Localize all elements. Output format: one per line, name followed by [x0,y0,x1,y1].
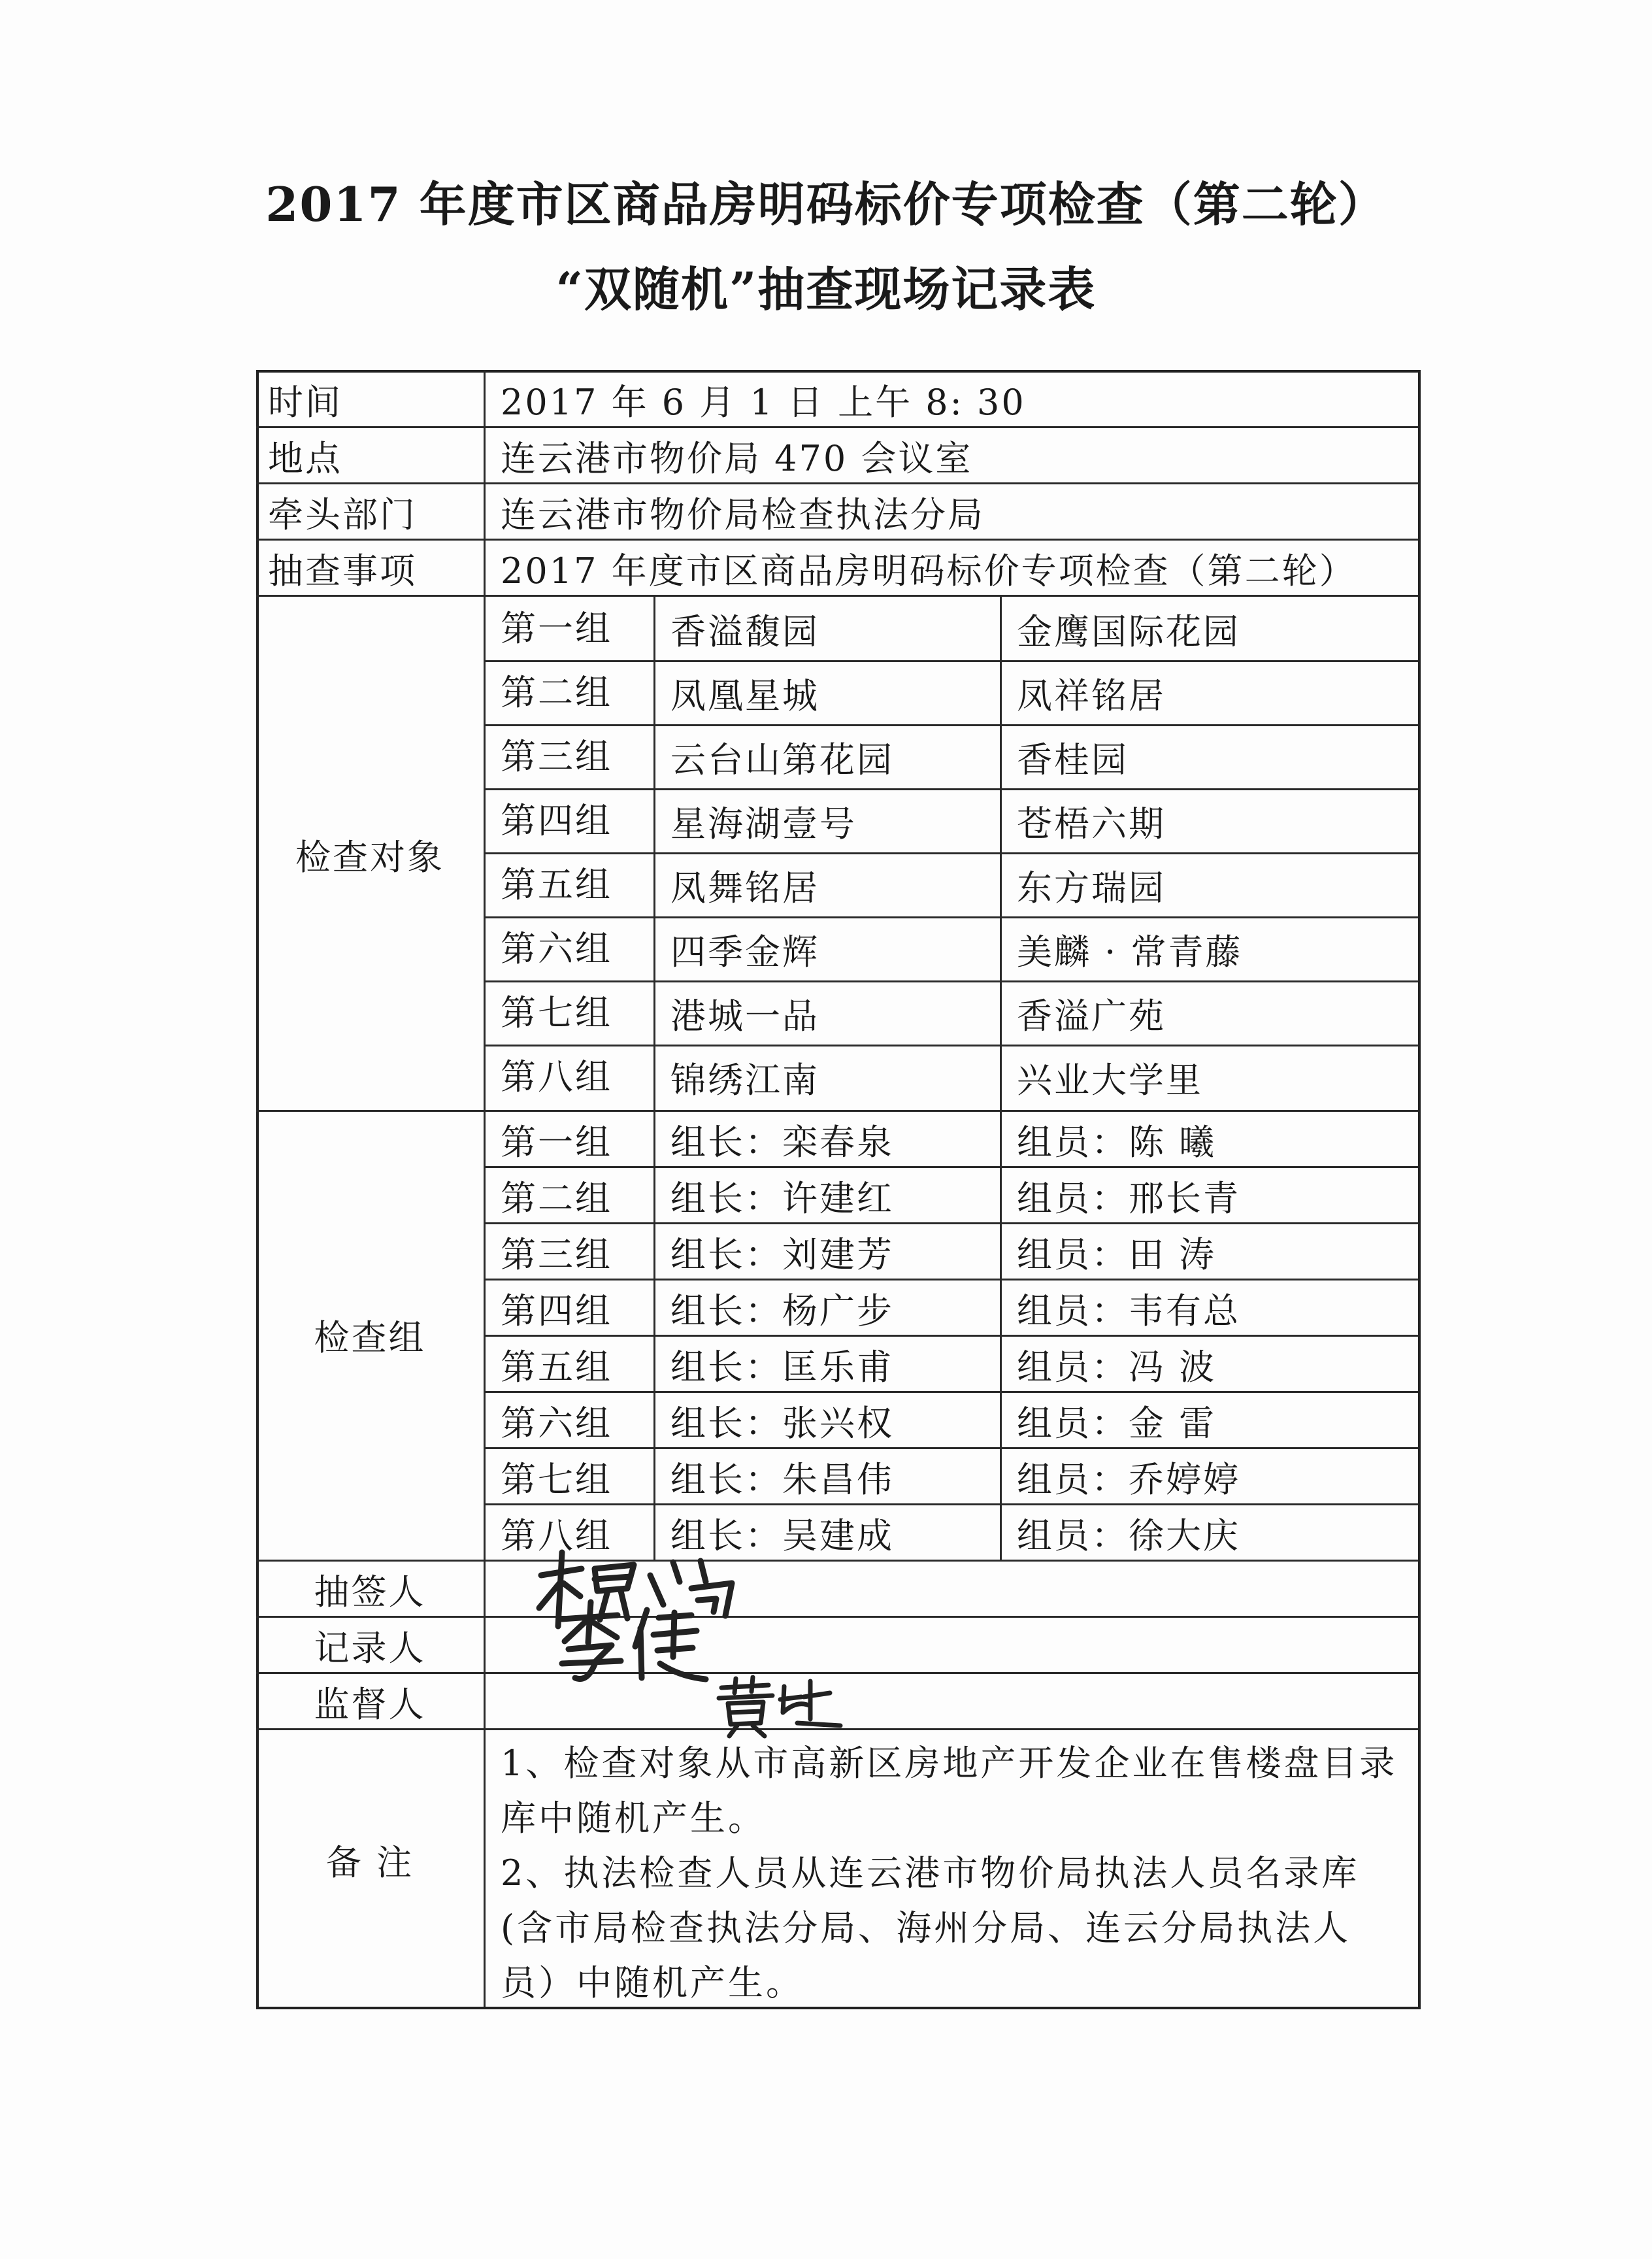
object-a: 凤凰星城 [670,675,819,716]
supervisor-label: 监督人 [314,1684,426,1725]
object-a: 香溢馥园 [670,611,819,652]
object-group: 第五组 [501,864,612,905]
object-group: 第四组 [501,800,612,841]
object-group: 第七组 [501,992,612,1033]
object-a: 四季金辉 [670,931,819,973]
row-divider [256,1616,1418,1618]
row-divider [484,852,1418,854]
row-divider [484,1279,1418,1280]
row-divider [484,1222,1418,1224]
remark-note-2: 2、执法检查人员从连云港市物价局执法人员名录库(含市局检查执法分局、海州分局、连云分局执法人员）中随机产生。 [501,1852,1360,2003]
place-value: 连云港市物价局 470 会议室 [501,438,973,479]
team-group: 第二组 [501,1178,612,1219]
team-leader: 组长：刘建芳 [670,1234,894,1275]
remarks-label: 备 注 [325,1842,414,1883]
object-b: 苍梧六期 [1017,803,1166,845]
team-member: 组员：田 涛 [1017,1234,1217,1275]
team-group: 第四组 [501,1290,612,1331]
team-group: 第一组 [501,1122,612,1163]
drawer-label: 抽签人 [314,1571,426,1613]
object-group: 第二组 [501,672,612,713]
object-b: 兴业大学里 [1017,1060,1203,1101]
row-divider [484,1391,1418,1393]
team-member: 组员：冯 波 [1017,1347,1217,1388]
row-divider [484,980,1418,982]
object-b: 香桂园 [1017,739,1129,780]
row-divider [256,595,1418,597]
object-a: 港城一品 [670,996,819,1037]
team-member: 组员：乔婷婷 [1017,1459,1240,1500]
object-group: 第一组 [501,608,612,649]
team-leader: 组长：张兴权 [670,1403,894,1444]
remark-note-1: 1、检查对象从市高新区房地产开发企业在售楼盘目录库中随机产生。 [501,1743,1398,1839]
row-divider [484,660,1418,662]
team-member: 组员：邢长青 [1017,1178,1240,1219]
object-b: 东方瑞园 [1017,867,1166,909]
team-leader: 组长：杨广步 [670,1290,894,1331]
object-a: 凤舞铭居 [670,867,819,909]
object-b: 金鹰国际花园 [1017,611,1240,652]
object-group: 第六组 [501,928,612,969]
row-divider [484,1335,1418,1337]
row-divider [256,1560,1418,1562]
row-divider [484,1045,1418,1046]
lead-dept-label: 牵头部门 [268,494,417,535]
supervisor-signature [712,1673,843,1739]
team-leader: 组长：栾春泉 [670,1122,894,1163]
object-a: 锦绣江南 [670,1060,819,1101]
object-b: 香溢广苑 [1017,996,1166,1037]
time-label: 时间 [268,382,342,423]
row-divider [484,916,1418,918]
column-divider [653,595,655,1560]
row-divider [256,539,1418,541]
team-leader: 组长：吴建成 [670,1515,894,1556]
objects-label: 检查对象 [295,837,444,878]
place-label: 地点 [268,438,342,479]
row-divider [484,1503,1418,1505]
row-divider [484,788,1418,790]
team-group: 第八组 [501,1515,612,1556]
column-divider [484,370,486,2007]
team-member: 组员：徐大庆 [1017,1515,1240,1556]
team-member: 组员：韦有总 [1017,1290,1240,1331]
column-divider [1000,595,1002,1560]
object-b: 美麟 · 常青藤 [1017,931,1243,973]
team-leader: 组长：朱昌伟 [670,1459,894,1500]
object-group: 第八组 [501,1056,612,1097]
team-leader: 组长：匡乐甫 [670,1347,894,1388]
recorder-signature [549,1598,719,1690]
team-group: 第六组 [501,1403,612,1444]
object-a: 星海湖壹号 [670,803,857,845]
team-leader: 组长：许建红 [670,1178,894,1219]
object-b: 凤祥铭居 [1017,675,1166,716]
team-member: 组员：陈 曦 [1017,1122,1217,1163]
lead-dept-value: 连云港市物价局检查执法分局 [501,494,985,535]
document-title-line2: “双随机”抽查现场记录表 [555,261,1097,317]
team-member: 组员：金 雷 [1017,1403,1217,1444]
team-group: 第七组 [501,1459,612,1500]
object-group: 第三组 [501,736,612,777]
document-title-line1: 2017 年度市区商品房明码标价专项检查（第二轮） [265,176,1387,232]
recorder-label: 记录人 [314,1628,426,1669]
row-divider [484,1447,1418,1449]
time-value: 2017 年 6 月 1 日 上午 8: 30 [501,382,1026,423]
team-group: 第五组 [501,1347,612,1388]
item-label: 抽查事项 [268,550,417,592]
object-a: 云台山第花园 [670,739,894,780]
row-divider [256,482,1418,484]
row-divider [256,1110,1418,1112]
team-group: 第三组 [501,1234,612,1275]
teams-label: 检查组 [314,1317,426,1358]
row-divider [484,1166,1418,1168]
row-divider [256,426,1418,428]
row-divider [484,724,1418,726]
item-value: 2017 年度市区商品房明码标价专项检查（第二轮） [501,550,1357,592]
